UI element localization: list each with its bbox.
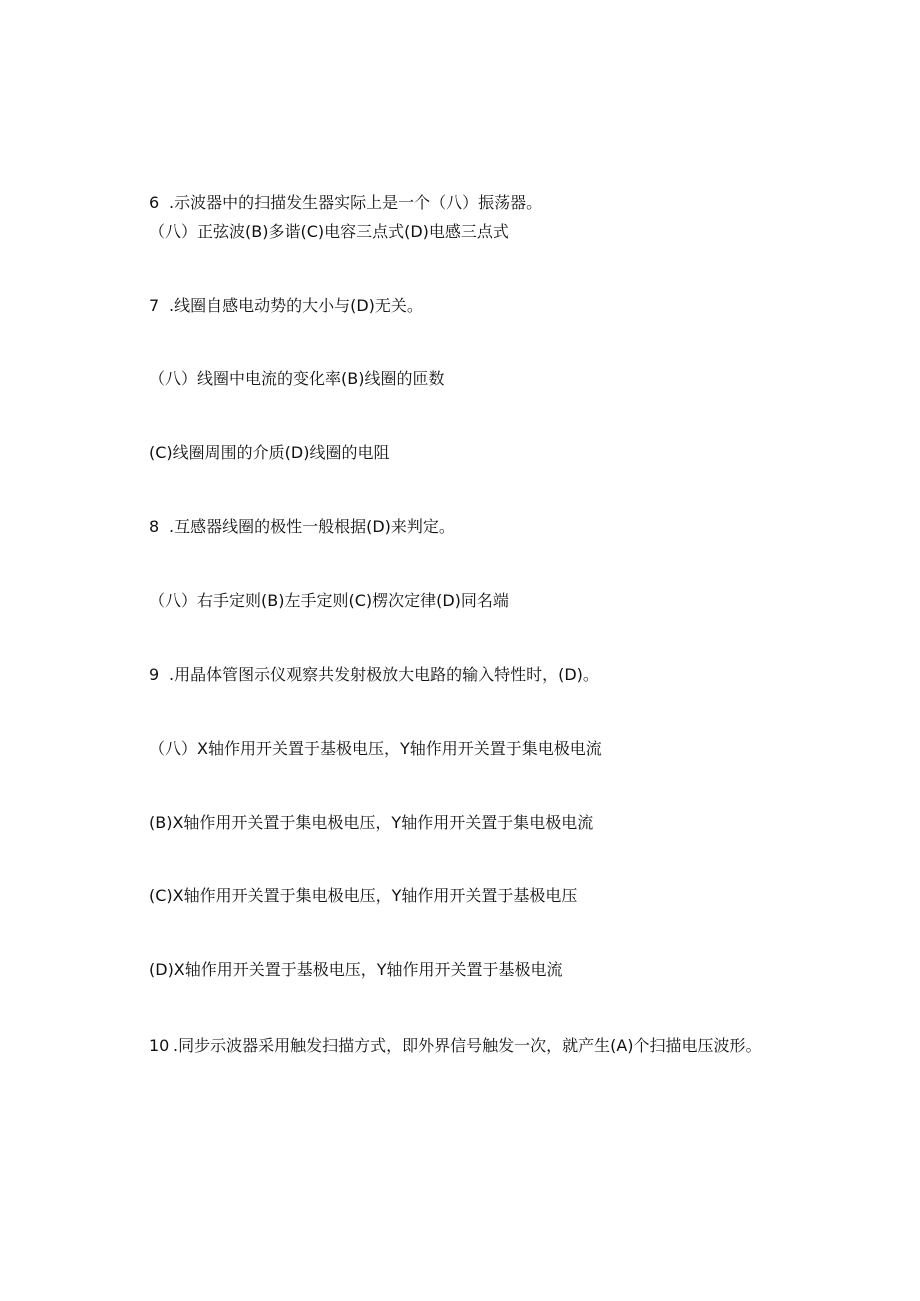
option-text: (B)X轴作用开关置于集电极电压，Y轴作用开关置于集电极电流	[149, 813, 594, 832]
question-9-stem	[149, 665, 599, 685]
option-text: （八）X轴作用开关置于基极电压，Y轴作用开关置于集电极电流	[149, 739, 602, 758]
question-number: 7	[149, 296, 160, 315]
question-8-option-line	[149, 591, 509, 611]
question-number: 10	[149, 1036, 170, 1055]
question-9-option-line-4	[149, 960, 563, 980]
question-9-option-line-2	[149, 813, 593, 833]
question-text: .互感器线圈的极性一般根据(D)来判定。	[169, 517, 455, 536]
option-text: （八）右手定则(B)左手定则(C)楞次定律(D)同名端	[149, 591, 509, 610]
question-8-stem	[149, 517, 455, 537]
question-7-option-line-1	[149, 369, 444, 389]
question-7-stem	[149, 296, 423, 316]
question-10-stem	[149, 1036, 762, 1056]
option-text: （八）正弦波(B)多谐(C)电容三点式(D)电感三点式	[149, 222, 509, 241]
question-number: 8	[149, 517, 160, 536]
option-text: (D)X轴作用开关置于基极电压，Y轴作用开关置于基极电流	[149, 960, 563, 979]
question-7-option-line-2	[149, 443, 389, 463]
question-9-option-line-1	[149, 739, 602, 759]
option-text: (C)线圈周围的介质(D)线圈的电阻	[149, 443, 390, 462]
question-number: 6	[149, 193, 160, 212]
question-text: .用晶体管图示仪观察共发射极放大电路的输入特性时，(D)。	[169, 665, 599, 684]
question-6-stem	[149, 193, 542, 213]
question-text: .示波器中的扫描发生器实际上是一个（八）振荡器。	[169, 193, 543, 212]
question-6-option-line	[149, 222, 509, 242]
question-text: .线圈自感电动势的大小与(D)无关。	[169, 296, 423, 315]
option-text: （八）线圈中电流的变化率(B)线圈的匝数	[149, 369, 445, 388]
option-text: (C)X轴作用开关置于集电极电压，Y轴作用开关置于基极电压	[149, 886, 578, 905]
question-number: 9	[149, 665, 160, 684]
question-9-option-line-3	[149, 886, 577, 906]
question-text: .同步示波器采用触发扫描方式，即外界信号触发一次，就产生(A)个扫描电压波形。	[173, 1036, 762, 1055]
